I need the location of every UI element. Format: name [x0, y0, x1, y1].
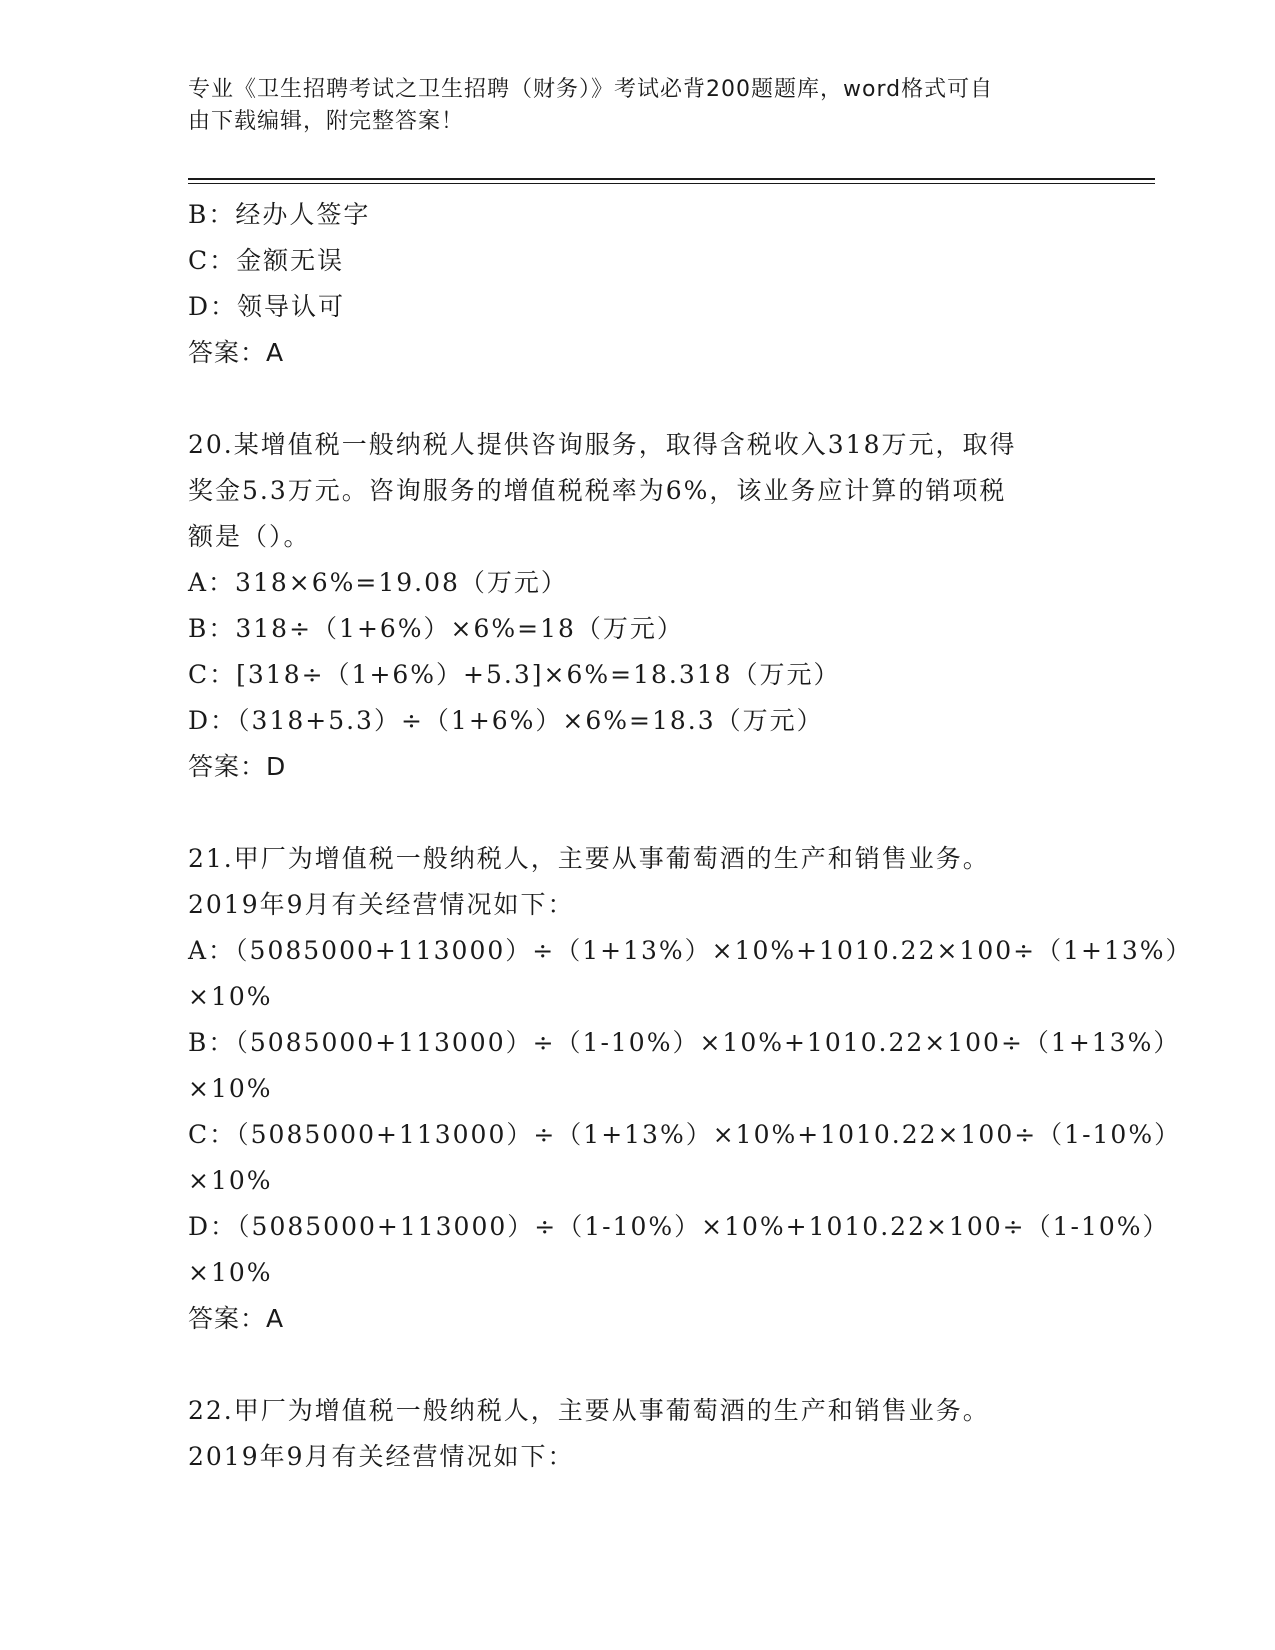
option-a: A：（5085000+113000）÷（1+13%）×10%+1010.22×100÷（1+13%） [188, 936, 1193, 965]
option-b: B：318÷（1+6%）×6%=18（万元） [188, 614, 684, 643]
question-stem-line: 2019年9月有关经营情况如下： [188, 890, 575, 919]
option-b: B：（5085000+113000）÷（1-10%）×10%+1010.22×100÷（1+13%） [188, 1028, 1181, 1057]
question-20 [188, 422, 1088, 790]
document-header [188, 74, 1068, 138]
header-line-1: 专业《卫生招聘考试之卫生招聘（财务）》考试必背200题题库，word格式可自 [188, 77, 994, 102]
answer-line: 答案：A [188, 1304, 285, 1333]
question-stem-line: 22.甲厂为增值税一般纳税人，主要从事葡萄酒的生产和销售业务。 [188, 1396, 990, 1425]
option-d-continued: ×10% [188, 1258, 273, 1287]
option-a-continued: ×10% [188, 982, 273, 1011]
question-22 [188, 1388, 1088, 1480]
option-d: D：（5085000+113000）÷（1-10%）×10%+1010.22×100÷（1-10%） [188, 1212, 1170, 1241]
answer-line: 答案：D [188, 752, 287, 781]
option-c-continued: ×10% [188, 1166, 273, 1195]
option-b: B：经办人签字 [188, 200, 371, 229]
option-d: D：（318+5.3）÷（1+6%）×6%=18.3（万元） [188, 706, 824, 735]
option-b-continued: ×10% [188, 1074, 273, 1103]
option-c: C：（5085000+113000）÷（1+13%）×10%+1010.22×100÷（1-10%） [188, 1120, 1182, 1149]
spacer [188, 1342, 1088, 1388]
question-stem-line: 2019年9月有关经营情况如下： [188, 1442, 575, 1471]
option-c: C：金额无误 [188, 246, 345, 275]
question-stem-line: 21.甲厂为增值税一般纳税人，主要从事葡萄酒的生产和销售业务。 [188, 844, 990, 873]
question-stem-line: 奖金5.3万元。咨询服务的增值税税率为6%，该业务应计算的销项税 [188, 476, 1007, 505]
option-a: A：318×6%=19.08（万元） [188, 568, 568, 597]
answer-line: 答案：A [188, 338, 285, 367]
question-stem-line: 额是（）。 [188, 522, 311, 551]
question-19 [188, 192, 1088, 376]
spacer [188, 790, 1088, 836]
header-divider-thin [188, 183, 1155, 184]
option-d: D：领导认可 [188, 292, 346, 321]
spacer [188, 376, 1088, 422]
header-divider-thick [188, 178, 1155, 180]
document-body [188, 192, 1193, 1480]
header-line-2: 由下载编辑，附完整答案！ [188, 109, 465, 134]
question-21 [188, 836, 1193, 1342]
question-stem-line: 20.某增值税一般纳税人提供咨询服务，取得含税收入318万元，取得 [188, 430, 1017, 459]
option-c: C：[318÷（1+6%）+5.3]×6%=18.318（万元） [188, 660, 841, 689]
